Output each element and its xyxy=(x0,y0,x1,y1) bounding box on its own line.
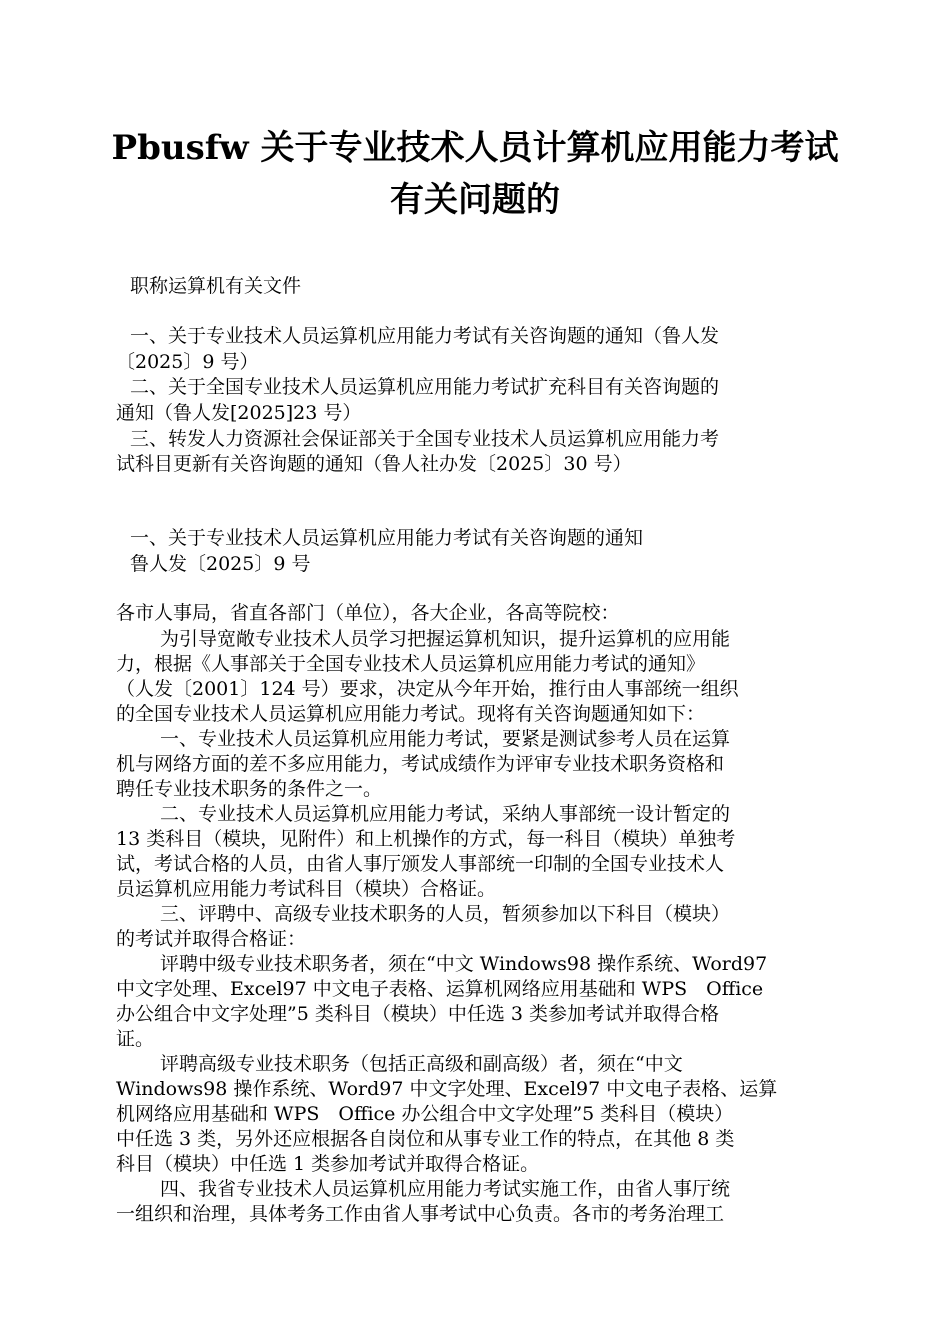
body-line: 办公组合中文字处理”5 类科目（模块）中任选 3 类参加考试并取得合格 xyxy=(116,1003,720,1025)
body-line: 证。 xyxy=(116,1028,155,1050)
toc-line: 二、关于全国专业技术人员运算机应用能力考试扩充科目有关咨询题的 xyxy=(130,376,720,398)
toc-line: 一、关于专业技术人员运算机应用能力考试有关咨询题的通知（鲁人发 xyxy=(130,325,720,347)
body-line: 的全国专业技术人员运算机应用能力考试。现将有关咨询题通知如下： xyxy=(116,703,706,725)
body-line: 的考试并取得合格证： xyxy=(116,928,307,950)
body-line: 评聘高级专业技术职务（包括正高级和副高级）者，须在“中文 xyxy=(160,1053,683,1075)
body-line: 中任选 3 类，另外还应根据各自岗位和从事专业工作的特点，在其他 8 类 xyxy=(116,1128,735,1150)
body-line: 四、我省专业技术人员运算机应用能力考试实施工作，由省人事厅统 xyxy=(160,1178,731,1200)
body-line: 一组织和治理，具体考务工作由省人事考试中心负责。各市的考务治理工 xyxy=(116,1203,725,1225)
body-line: 中文字处理、Excel97 中文电子表格、运算机网络应用基础和 WPS Office xyxy=(116,978,764,1000)
doc-number: 鲁人发〔2025〕9 号 xyxy=(130,553,311,575)
doc-heading: 一、关于专业技术人员运算机应用能力考试有关咨询题的通知 xyxy=(130,527,644,549)
toc-line: 三、转发人力资源社会保证部关于全国专业技术人员运算机应用能力考 xyxy=(130,428,720,450)
body-line: 机网络应用基础和 WPS Office 办公组合中文字处理”5 类科目（模块） xyxy=(116,1103,734,1125)
toc-line: 通知（鲁人发[2025]23 号） xyxy=(116,402,362,424)
body-line: 二、专业技术人员运算机应用能力考试，采纳人事部统一设计暂定的 xyxy=(160,803,731,825)
body-line: 评聘中级专业技术职务者，须在“中文 Windows98 操作系统、Word97 xyxy=(160,953,768,975)
body-line: 试，考试合格的人员，由省人事厅颁发人事部统一印制的全国专业技术人 xyxy=(116,853,725,875)
title-line-2: 有关问题的 xyxy=(390,180,560,220)
toc-line: 〔2025〕9 号） xyxy=(116,351,259,373)
body-line: 机与网络方面的差不多应用能力，考试成绩作为评审专业技术职务资格和 xyxy=(116,753,725,775)
body-line: 员运算机应用能力考试科目（模块）合格证。 xyxy=(116,878,497,900)
body-line: 为引导宽敞专业技术人员学习把握运算机知识，提升运算机的应用能 xyxy=(160,628,731,650)
body-line: （人发〔2001〕124 号）要求，决定从今年开始，推行由人事部统一组织 xyxy=(116,678,739,700)
title-line-1: Pbusfw 关于专业技术人员计算机应用能力考试 xyxy=(111,128,839,168)
body-line: 力，根据《人事部关于全国专业技术人员运算机应用能力考试的通知》 xyxy=(116,653,706,675)
body-line: 科目（模块）中任选 1 类参加考试并取得合格证。 xyxy=(116,1153,540,1175)
body-line: 三、评聘中、高级专业技术职务的人员，暂须参加以下科目（模块） xyxy=(160,903,731,925)
section-label: 职称运算机有关文件 xyxy=(130,275,302,297)
body-line: Windows98 操作系统、Word97 中文字处理、Excel97 中文电子表格、运算 xyxy=(116,1078,778,1100)
body-line: 聘任专业技术职务的条件之一。 xyxy=(116,778,383,800)
body-line: 一、专业技术人员运算机应用能力考试，要紧是测试参考人员在运算 xyxy=(160,728,731,750)
toc-line: 试科目更新有关咨询题的通知（鲁人社办发〔2025〕30 号） xyxy=(116,453,632,475)
body-line: 13 类科目（模块，见附件）和上机操作的方式，每一科目（模块）单独考 xyxy=(116,828,736,850)
document-title xyxy=(60,122,890,226)
body-line: 各市人事局，省直各部门（单位），各大企业，各高等院校： xyxy=(116,602,620,624)
